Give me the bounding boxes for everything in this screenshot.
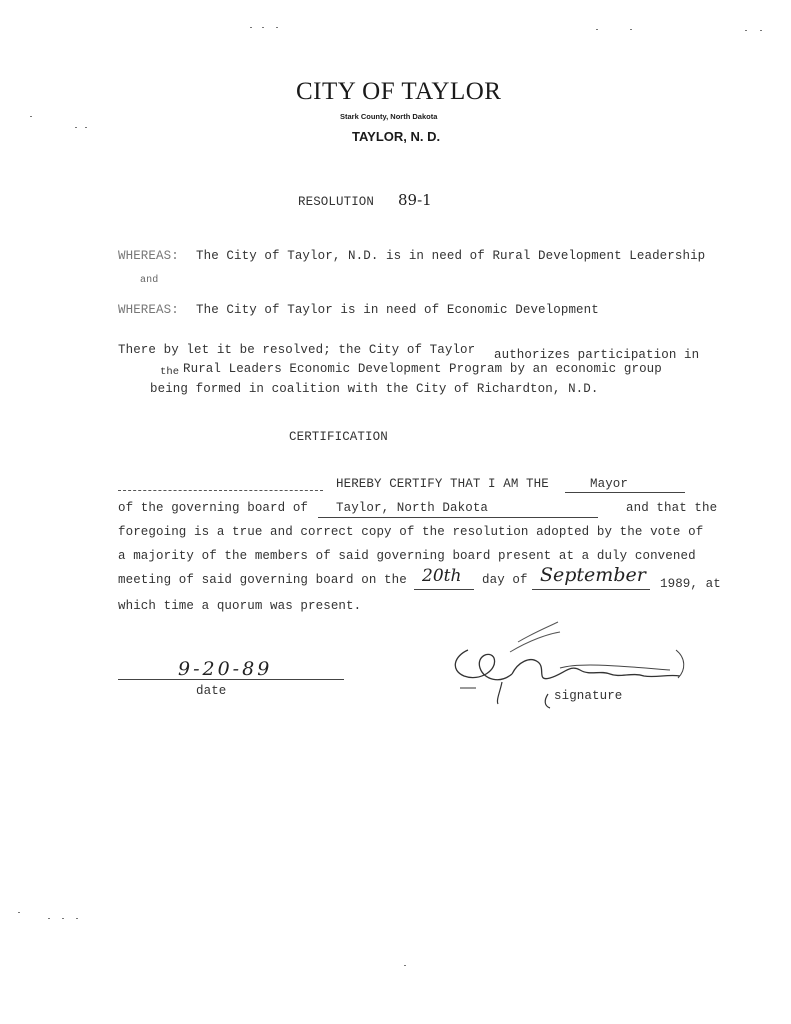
day-value: 20th — [422, 566, 462, 586]
date-label: date — [196, 684, 227, 698]
signature-label: signature — [554, 689, 623, 703]
board-blank-line — [318, 517, 598, 518]
certification-text: and that the — [626, 501, 718, 515]
scan-speck — [30, 116, 32, 117]
scan-speck — [75, 127, 77, 128]
resolution-number: 89-1 — [398, 191, 432, 209]
scan-speck — [262, 27, 264, 28]
scan-speck — [596, 29, 598, 30]
certification-text: meeting of said governing board on the — [118, 573, 407, 587]
scan-speck — [18, 912, 20, 913]
month-value: September — [540, 564, 646, 586]
scan-speck — [85, 127, 87, 128]
certification-text: a majority of the members of said governing board present at a duly convened — [118, 549, 696, 563]
date-line — [118, 679, 344, 680]
day-blank-line — [414, 589, 474, 590]
board-value: Taylor, North Dakota — [336, 501, 489, 515]
certification-heading: CERTIFICATION — [289, 430, 388, 444]
scan-speck — [760, 30, 762, 31]
certification-text: of the governing board of — [118, 501, 309, 515]
name-blank-line — [118, 490, 323, 491]
scan-speck — [48, 918, 50, 919]
resolution-heading: RESOLUTION — [298, 195, 375, 209]
whereas-and: and — [140, 275, 159, 286]
scan-speck — [76, 918, 78, 919]
whereas-label: WHEREAS: — [118, 303, 179, 317]
title-value: Mayor — [590, 477, 629, 491]
date-value: 9-20-89 — [178, 658, 273, 680]
scan-speck — [250, 27, 252, 28]
scan-speck — [630, 29, 632, 30]
certification-text: which time a quorum was present. — [118, 599, 362, 613]
resolved-line: There by let it be resolved; the City of Taylor — [118, 343, 476, 357]
resolved-line: authorizes participation in — [494, 348, 700, 362]
scan-speck — [62, 918, 64, 919]
letterhead-city-short: TAYLOR, N. D. — [352, 129, 441, 144]
resolved-line: being formed in coalition with the City of Richardton, N.D. — [150, 382, 599, 396]
letterhead-county: Stark County, North Dakota — [340, 112, 438, 121]
scan-speck — [276, 27, 278, 28]
month-blank-line — [532, 589, 650, 590]
resolved-line: the — [160, 366, 180, 378]
certification-text: 1989, at — [660, 577, 721, 591]
resolved-line: Rural Leaders Economic Development Program by an economic group — [183, 362, 662, 376]
title-blank-line — [565, 492, 685, 493]
whereas-text: The City of Taylor is in need of Economic Development — [196, 303, 599, 317]
certification-text: day of — [482, 573, 528, 587]
scan-speck — [745, 30, 747, 31]
letterhead-city: CITY OF TAYLOR — [296, 78, 502, 105]
scan-speck — [404, 965, 406, 966]
certification-text: HEREBY CERTIFY THAT I AM THE — [336, 477, 549, 491]
certification-text: foregoing is a true and correct copy of the resolution adopted by the vote of — [118, 525, 704, 539]
whereas-text: The City of Taylor, N.D. is in need of Rural Development Leadership — [196, 249, 706, 263]
whereas-label: WHEREAS: — [118, 249, 179, 263]
